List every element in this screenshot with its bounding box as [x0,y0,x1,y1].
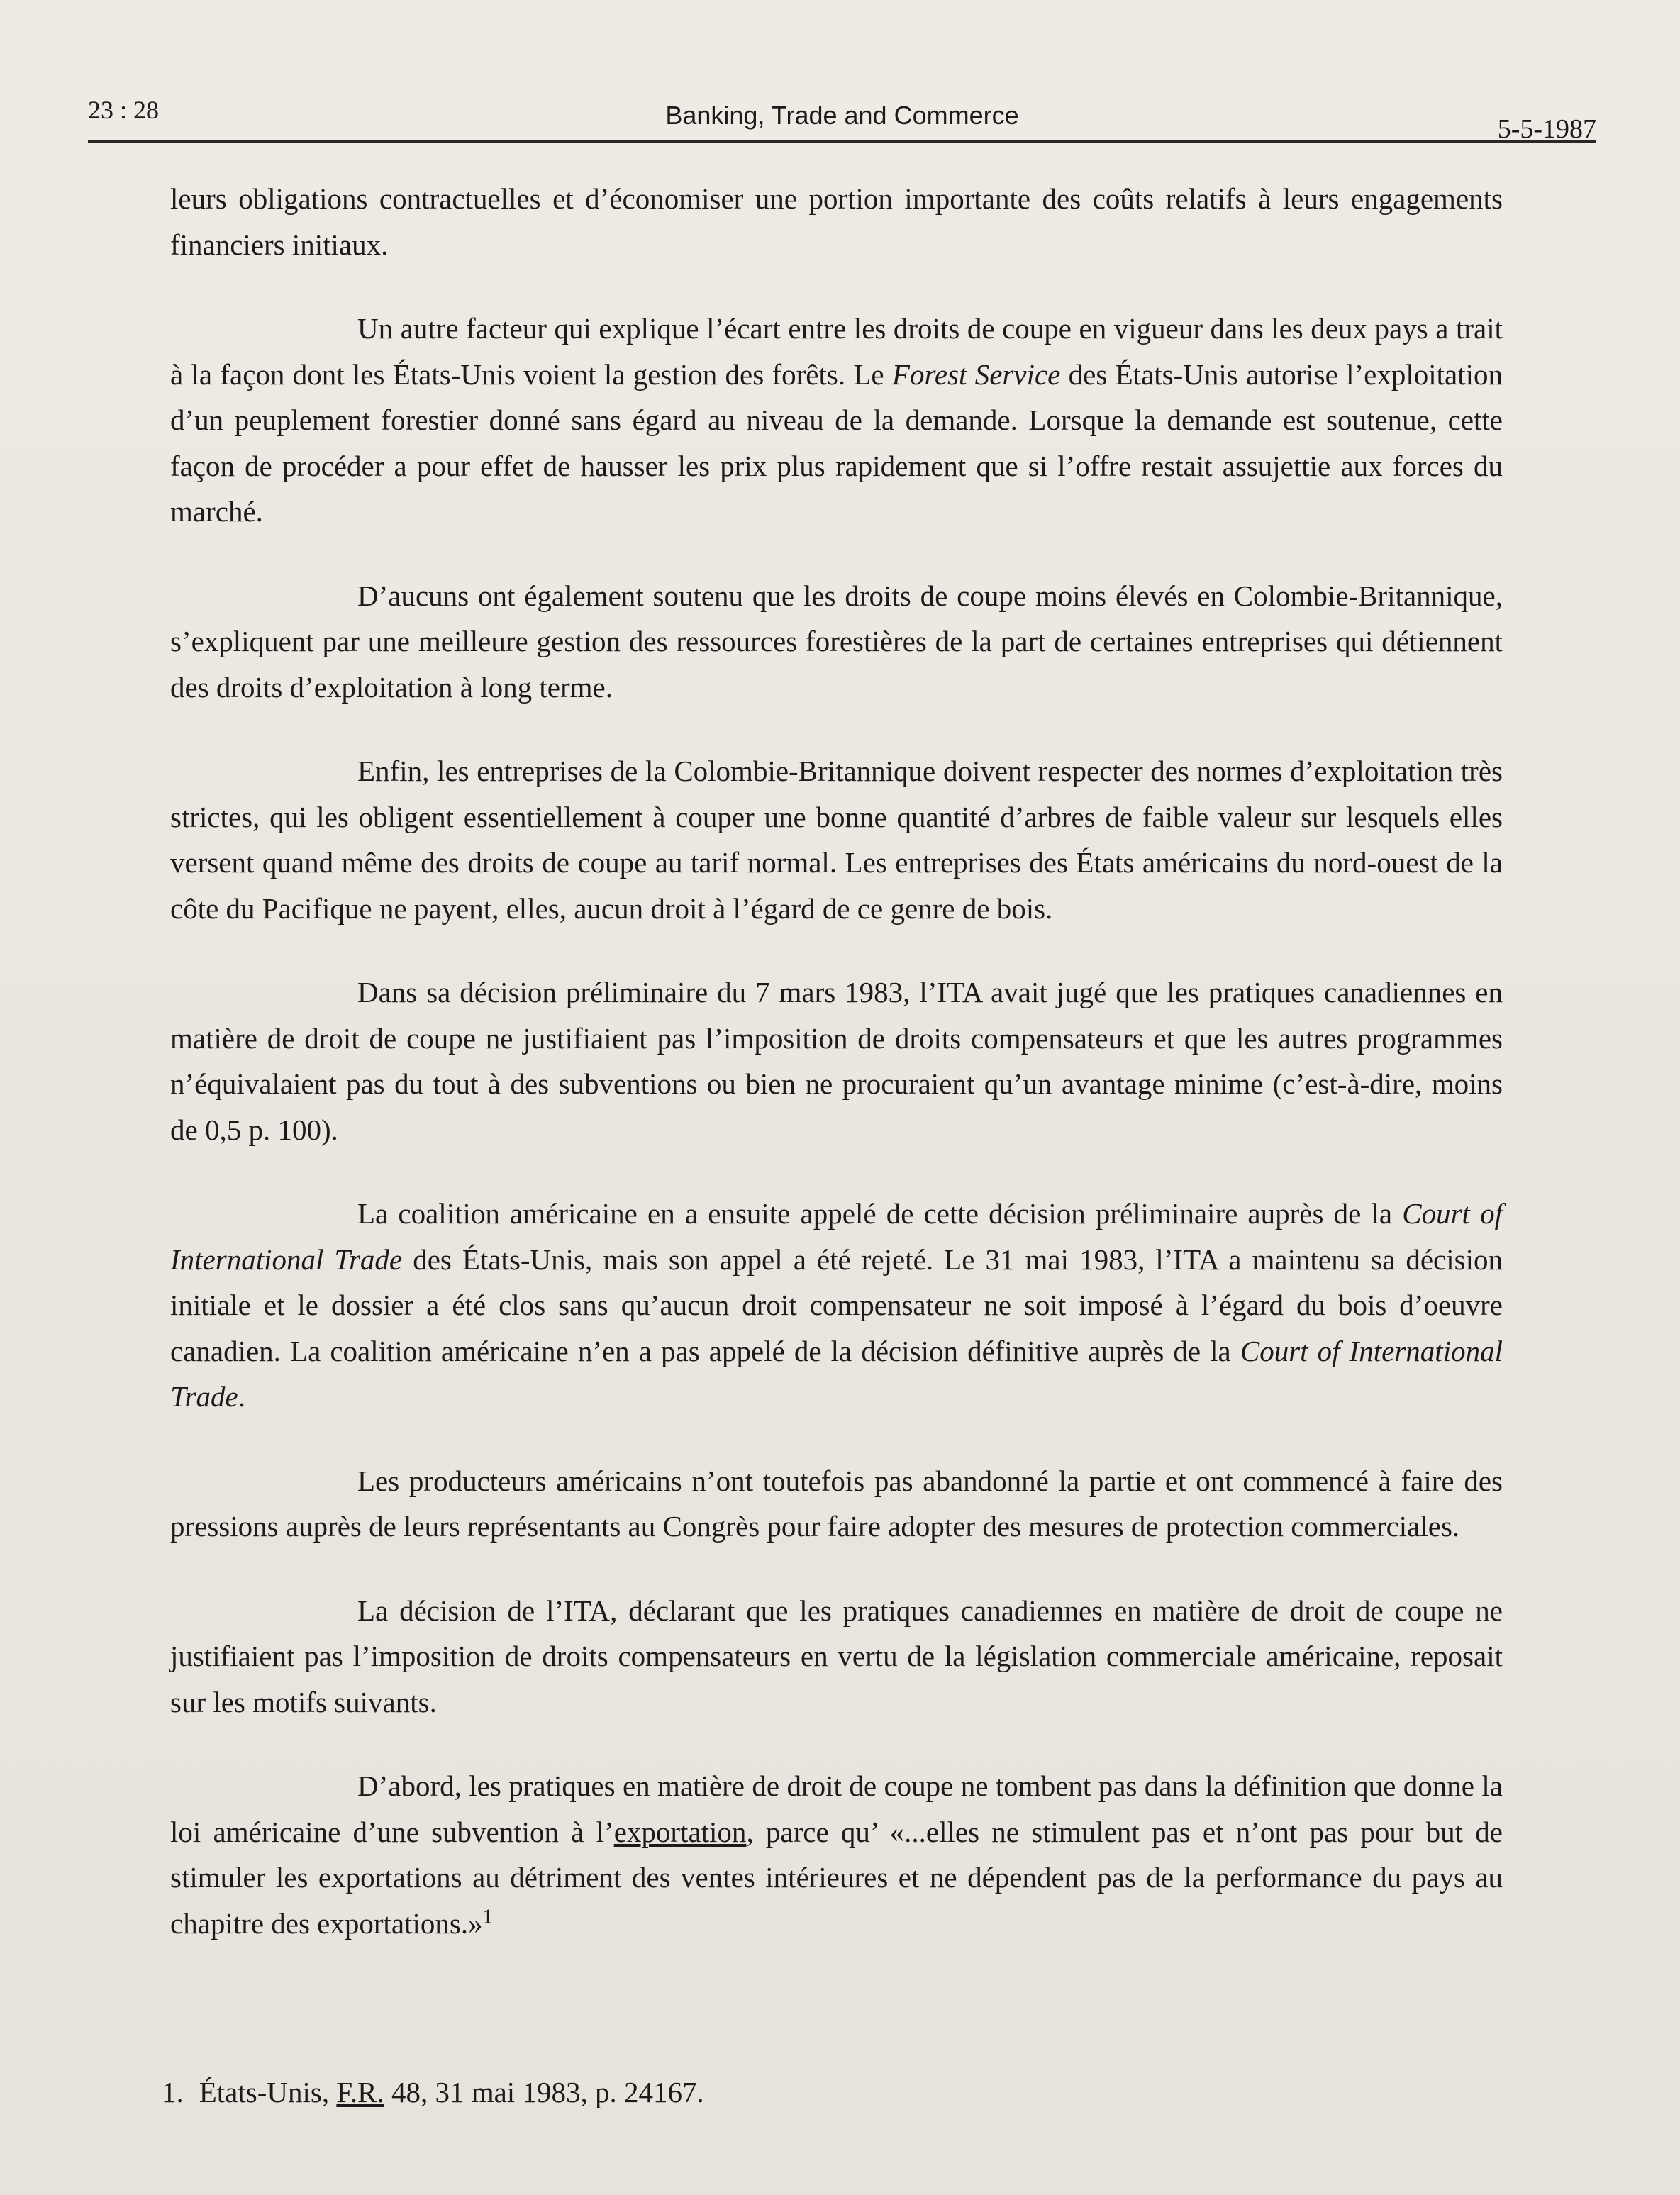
paragraph-4-text: Enfin, les entreprises de la Colombie-Britannique doivent respecter des normes d’exploitation très strictes, qui les obligent essentiellement à couper une bonne quantité d’arbres de faible valeur sur lesquels elles versent quand même des droits de coupe au tarif normal. Les entreprises des États américains du nord-ouest de la côte du Pacifique ne payent, elles, aucun droit à l’égard de ce genre de bois. [170,755,1503,925]
footnote-number: 1. [162,2076,184,2108]
paragraph-9-text-b: , parce qu’ «...elles ne stimulent pas et n’ont pas pour but de stimuler les exportations au détriment des ventes intérieures et ne dépendent pas de la performance du pays au chapitre des exportations.» [170,1815,1503,1940]
footnote-reference: 1 [482,1905,493,1928]
paragraph-5-text: Dans sa décision préliminaire du 7 mars 1983, l’ITA avait jugé que les pratiques canadiennes en matière de droit de coupe ne justifiaient pas l’imposition de droits compensateurs et que les autres programmes n’équivalaient pas du tout à des subventions ou bien ne procuraient qu’un avantage minime (c’est-à-dire, moins de 0,5 p. 100). [170,976,1503,1146]
paragraph-2-text-a: Un autre facteur qui explique l’écart entre les droits de coupe en vigueur dans les deux pays a trait à la façon dont les États-Unis voient la gestion des forêts. Le [170,312,1503,391]
paragraph-6-text-b: des États-Unis, mais son appel a été rejeté. Le 31 mai 1983, l’ITA a maintenu sa décision initiale et le dossier a été clos sans qu’aucun droit compensateur ne soit imposé à l’égard du bois d’oeuvre canadien. La coalition américaine n’en a pas appelé de la décision définitive auprès de la [170,1243,1503,1367]
paragraph-8 [170,1588,1503,1726]
page-header [88,91,1596,143]
exportation-underlined: exportation [613,1815,747,1848]
footnote-text-b: 48, 31 mai 1983, p. 24167. [384,2076,704,2108]
paragraph-5 [170,969,1503,1152]
paragraph-1 [170,176,1503,267]
court-name-italic-2: Court of International Trade [170,1334,1503,1413]
court-name-italic-1: Court of International Trade [170,1197,1503,1276]
paragraph-2 [170,306,1503,535]
running-title: Banking, Trade and Commerce [665,101,1019,130]
paragraph-6-text-a: La coalition américaine en a ensuite appelé de cette décision préliminaire auprès de la [357,1197,1403,1230]
paragraph-6-text-c: . [238,1380,245,1413]
header-date: 5-5-1987 [1497,114,1596,144]
footnote-text-a: États-Unis, [199,2076,337,2108]
paragraph-9 [170,1763,1503,1946]
paragraph-2-text-b: des États-Unis autorise l’exploitation d’un peuplement forestier donné sans égard au niveau de la demande. Lorsque la demande est soutenue, cette façon de procéder a pour effet de hausser les prix plus rapidement que si l’offre restait assujettie aux forces du marché. [170,357,1503,528]
paragraph-7 [170,1458,1503,1550]
paragraph-3-text: D’aucuns ont également soutenu que les droits de coupe moins élevés en Colombie-Britannique, s’expliquent par une meilleure gestion des ressources forestières de la part de certaines entreprises qui détiennent des droits d’exploitation à long terme. [170,579,1503,704]
footnote [162,2075,704,2109]
body-text [170,176,1503,1984]
paragraph-8-text: La décision de l’ITA, déclarant que les pratiques canadiennes en matière de droit de coupe ne justifiaient pas l’imposition de droits compensateurs en vertu de la législation commerciale américaine, reposait sur les motifs suivants. [170,1594,1503,1718]
paragraph-7-text: Les producteurs américains n’ont toutefois pas abandonné la partie et ont commencé à faire des pressions auprès de leurs représentants au Congrès pour faire adopter des mesures de protection commerciales. [170,1464,1503,1543]
paragraph-9-text-a: D’abord, les pratiques en matière de droit de coupe ne tombent pas dans la définition que donne la loi américaine d’une subvention à l’ [170,1769,1503,1848]
paragraph-3 [170,573,1503,711]
footnote-fr-underlined: F.R. [336,2076,384,2108]
page-number: 23 : 28 [88,96,160,124]
paragraph-4 [170,748,1503,931]
paragraph-6 [170,1191,1503,1420]
paragraph-1-text: leurs obligations contractuelles et d’économiser une portion importante des coûts relatifs à leurs engagements financiers initiaux. [170,182,1503,261]
forest-service-italic: Forest Service [891,357,1061,391]
